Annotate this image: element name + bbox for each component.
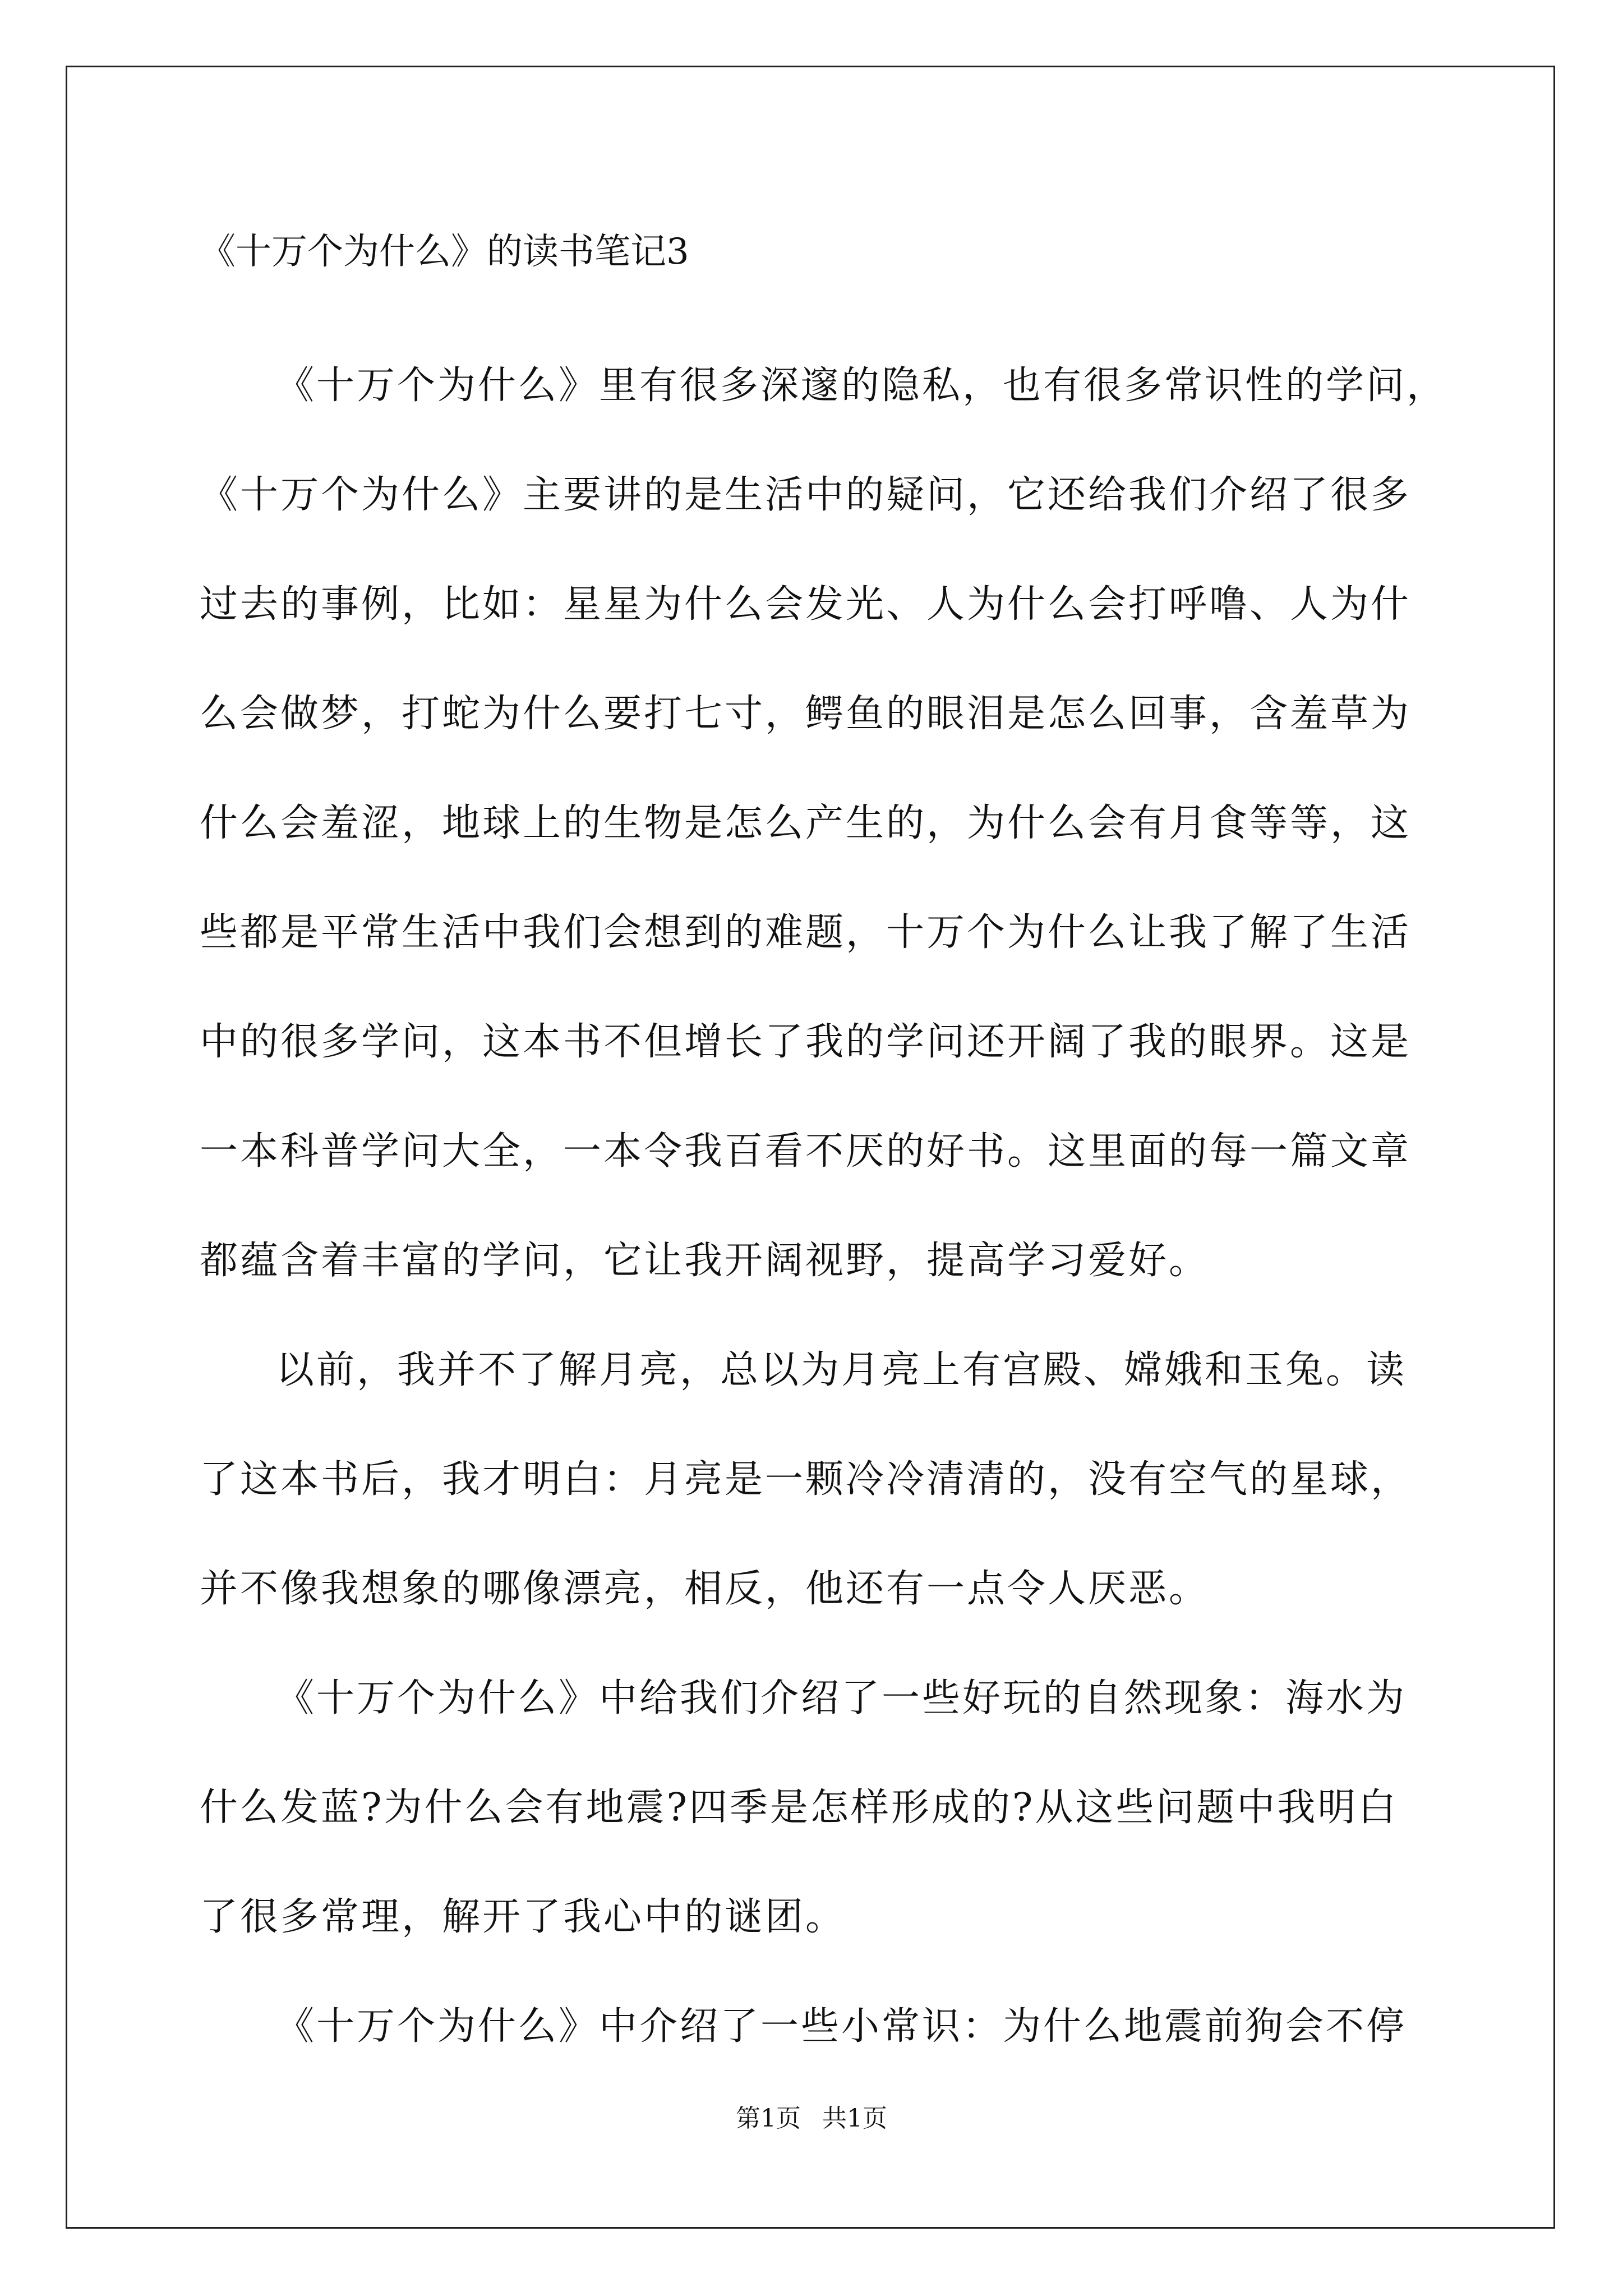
page-number: 第1页: [736, 2104, 801, 2133]
paragraph-4: [200, 1972, 1433, 2081]
paragraph-line: 都蕴含着丰富的学问，它让我开阔视野，提高学习爱好。: [200, 1239, 1210, 1283]
paragraph-line: 了这本书后，我才明白：月亮是一颗冷冷清清的，没有空气的星球，: [200, 1457, 1412, 1502]
paragraph-2: [200, 1315, 1433, 1644]
page-footer: [0, 2098, 1623, 2134]
page-total: 共1页: [822, 2104, 887, 2133]
document-body: [200, 221, 1447, 2081]
paragraph-line: 什么发蓝?为什么会有地震?四季是怎样形成的?从这些问题中我明白: [200, 1786, 1399, 1830]
paragraph-line: 中的很多学问，这本书不但增长了我的学问还开阔了我的眼界。这是: [200, 1020, 1412, 1064]
paragraph-line: 《十万个为什么》主要讲的是生活中的疑问，它还给我们介绍了很多: [200, 473, 1412, 517]
paragraph-line: 《十万个为什么》里有很多深邃的隐私，也有很多常识性的学问，: [276, 364, 1447, 408]
paragraph-3: [200, 1644, 1433, 1972]
document-title: 《十万个为什么》的读书笔记3: [200, 231, 689, 273]
title-block: [200, 221, 1433, 295]
paragraph-line: 一本科普学问大全，一本令我百看不厌的好书。这里面的每一篇文章: [200, 1129, 1412, 1174]
paragraph-line: 么会做梦，打蛇为什么要打七寸，鳄鱼的眼泪是怎么回事，含羞草为: [200, 692, 1412, 736]
paragraph-1: [200, 331, 1447, 1315]
paragraph-line: 过去的事例，比如：星星为什么会发光、人为什么会打呼噜、人为什: [200, 582, 1412, 627]
paragraph-line: 以前，我并不了解月亮，总以为月亮上有宫殿、嫦娥和玉兔。读: [276, 1348, 1407, 1392]
paragraph-line: 什么会羞涩，地球上的生物是怎么产生的，为什么会有月食等等，这: [200, 801, 1412, 845]
paragraph-line: 些都是平常生活中我们会想到的难题，十万个为什么让我了解了生活: [200, 910, 1412, 955]
paragraph-line: 了很多常理，解开了我心中的谜团。: [200, 1895, 846, 1939]
paragraph-line: 《十万个为什么》中给我们介绍了一些好玩的自然现象：海水为: [276, 1676, 1407, 1720]
paragraph-line: 《十万个为什么》中介绍了一些小常识：为什么地震前狗会不停: [276, 2004, 1407, 2049]
paragraph-line: 并不像我想象的哪像漂亮，相反，他还有一点令人厌恶。: [200, 1567, 1210, 1611]
